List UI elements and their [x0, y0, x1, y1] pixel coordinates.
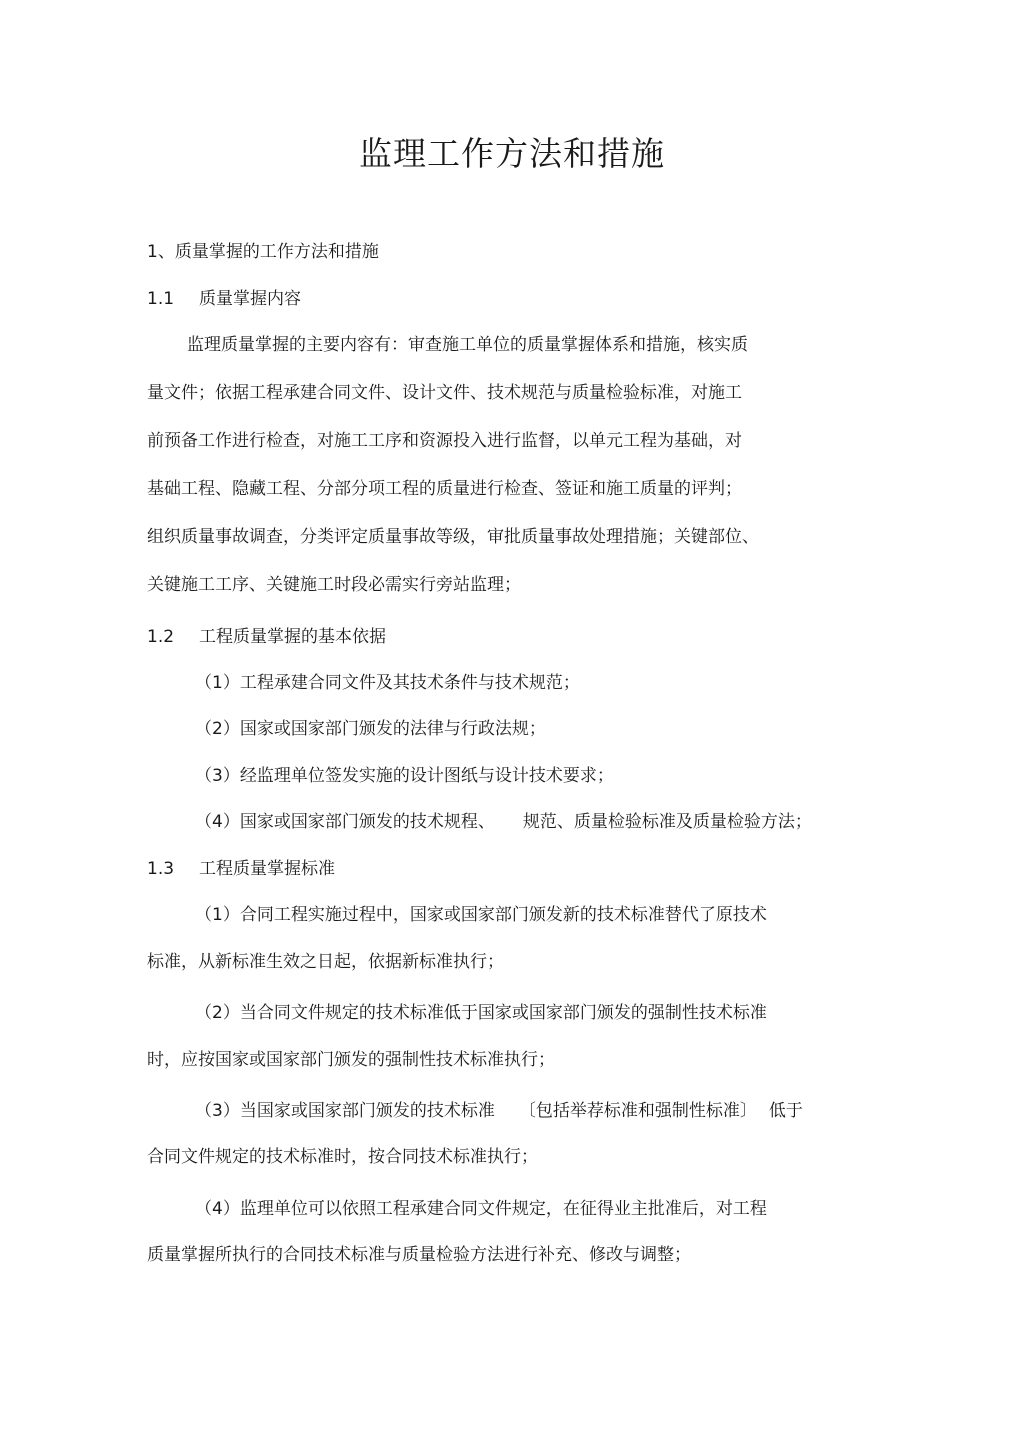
subsection-heading-1-1	[147, 287, 301, 311]
paragraph-part: （3）当国家或国家部门颁发的技术标准	[195, 1101, 495, 1121]
subsection-title: 工程质量掌握标准	[199, 859, 335, 879]
list-item	[195, 810, 812, 834]
list-item: （1）工程承建合同文件及其技术条件与技术规范；	[195, 673, 580, 693]
paragraph-part: 〔包括举荐标准和强制性标准〕	[518, 1101, 757, 1121]
subsection-title: 质量掌握内容	[199, 289, 301, 309]
paragraph-line: （1）合同工程实施过程中，国家或国家部门颁发新的技术标准替代了原技术	[195, 905, 767, 925]
paragraph-part: 低于	[768, 1101, 803, 1121]
paragraph-line: 关键施工工序、关键施工时段必需实行旁站监理；	[147, 575, 521, 595]
subsection-number: 1.1	[147, 289, 175, 309]
subsection-number: 1.3	[147, 859, 175, 879]
subsection-heading-1-3	[147, 857, 335, 881]
paragraph-line: 质量掌握所执行的合同技术标准与质量检验方法进行补充、修改与调整；	[147, 1245, 691, 1265]
document-title: 监理工作方法和措施	[359, 134, 665, 173]
section-heading-1: 1、质量掌握的工作方法和措施	[147, 242, 379, 262]
list-item-part: （4）国家或国家部门颁发的技术规程、	[195, 812, 495, 832]
subsection-title: 工程质量掌握的基本依据	[199, 627, 386, 647]
paragraph-line	[195, 1099, 803, 1123]
paragraph-line: 基础工程、隐藏工程、分部分项工程的质量进行检查、签证和施工质量的评判；	[147, 479, 742, 499]
list-item: （3）经监理单位签发实施的设计图纸与设计技术要求；	[195, 766, 614, 786]
paragraph-line: （4）监理单位可以依照工程承建合同文件规定，在征得业主批准后，对工程	[195, 1199, 767, 1219]
list-item: （2）国家或国家部门颁发的法律与行政法规；	[195, 719, 546, 739]
subsection-heading-1-2	[147, 625, 386, 649]
paragraph-line: 标准，从新标准生效之日起，依据新标准执行；	[147, 952, 504, 972]
paragraph-line: （2）当合同文件规定的技术标准低于国家或国家部门颁发的强制性技术标准	[195, 1003, 767, 1023]
list-item-part: 规范、质量检验标准及质量检验方法；	[522, 812, 812, 832]
paragraph-line: 监理质量掌握的主要内容有：审查施工单位的质量掌握体系和措施，核实质	[187, 335, 748, 355]
paragraph-line: 量文件；依据工程承建合同文件、设计文件、技术规范与质量检验标准，对施工	[147, 383, 742, 403]
paragraph-line: 时，应按国家或国家部门颁发的强制性技术标准执行；	[147, 1050, 555, 1070]
paragraph-line: 合同文件规定的技术标准时，按合同技术标准执行；	[147, 1147, 538, 1167]
subsection-number: 1.2	[147, 627, 175, 647]
paragraph-line: 组织质量事故调查，分类评定质量事故等级，审批质量事故处理措施；关键部位、	[147, 527, 759, 547]
paragraph-line: 前预备工作进行检查，对施工工序和资源投入进行监督，以单元工程为基础，对	[147, 431, 742, 451]
